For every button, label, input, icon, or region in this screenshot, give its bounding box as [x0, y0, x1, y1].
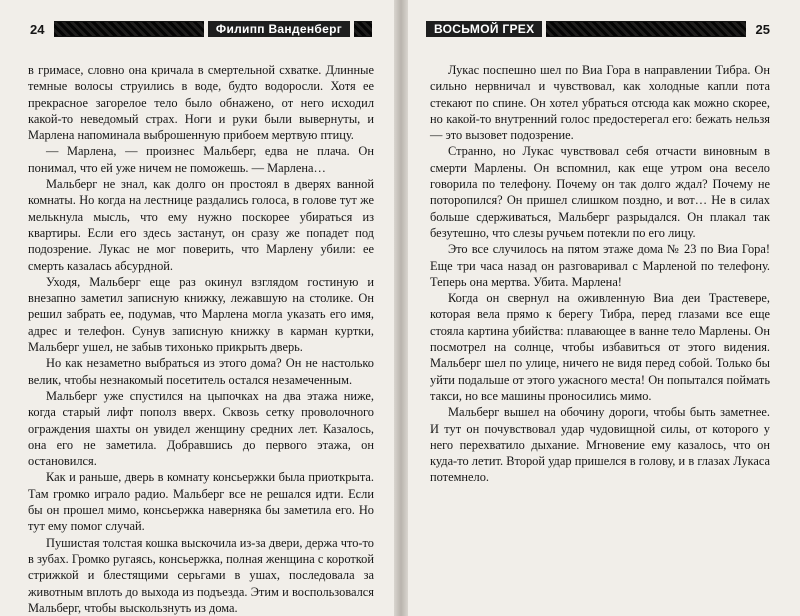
- paragraph: Когда он свернул на оживленную Виа деи Трастевере, которая вела прямо к берегу Тибра, перед глазами все еще стояла картина убийства: плавающее в ванне тело Марлены. Он посмотрел на солнце, чтобы избавиться от этого видения. Мальберг шел по улице, ничего не видя перед собой. Только бы уйти подальше от этого ужасного места! Он попытался поймать такси, но все машины проносились мимо.: [430, 291, 770, 403]
- paragraph: Мальберг уже спустился на цыпочках на два этажа ниже, когда старый лифт пополз вверх. Сквозь сетку проволочного ограждения шахты он увидел женщину средних лет. Казалось, она его не заметила. Добравшись до первого этажа, он остановился.: [28, 388, 374, 469]
- right-page-number: 25: [755, 21, 770, 37]
- left-page-text: [28, 62, 374, 616]
- paragraph: — Марлена, — произнес Мальберг, едва не плача. Он понимал, что ей уже ничем не поможешь. — Марлена…: [28, 144, 374, 175]
- paragraph: в гримасе, словно она кричала в смертельной схватке. Длинные темные волосы струились в воде, будто водоросли. Хотя ее прекрасное загорелое тело было обнажено, от него исходил какой-то неведомый страх. Ноги и руки были вывернуты, и Марлена напоминала выброшенную прибоем мертвую птицу.: [28, 63, 374, 143]
- right-page-text: [430, 62, 770, 486]
- decorative-band: [354, 21, 372, 37]
- decorative-band: [54, 21, 203, 37]
- decorative-band: [546, 21, 745, 37]
- paragraph: Это все случилось на пятом этаже дома № 23 по Виа Гора! Еще три часа назад он разговаривал с Марленой по телефону. Теперь она мертва. Убита. Марлена!: [430, 242, 770, 289]
- right-running-title: ВОСЬМОЙ ГРЕХ: [426, 21, 542, 37]
- paragraph: Мальберг не знал, как долго он простоял в дверях ванной комнаты. Но когда на лестнице раздались голоса, в голове тут же мелькнула мысль, что ему нужно поскорее убираться из квартиры. Если его здесь застанут, он сразу же попадет под подозрение. Лукас не мог поверить, что Марлену убили: ее смерть казалась абсурдной.: [28, 177, 374, 273]
- paragraph: Как и раньше, дверь в комнату консьержки была приоткрыта. Там громко играло радио. Мальберг все не решался идти. Если бы он прошел мимо, консьержка наверняка бы заметила его. Но тут ему помог случай.: [28, 470, 374, 534]
- left-page: [0, 0, 394, 616]
- paragraph: Мальберг вышел на обочину дороги, чтобы быть заметнее. И тут он почувствовал удар чудовищной силы, от которого у него перехватило дыхание. Мгновение ему казалось, что он куда-то летит. Второй удар пришелся в голову, и в глазах Лукаса потемнело.: [430, 405, 770, 485]
- left-page-header: [24, 20, 376, 38]
- paragraph: Уходя, Мальберг еще раз окинул взглядом гостиную и внезапно заметил записную книжку, лежавшую на столике. Он решил забрать ее, подумав, что Марлена могла указать его имя, адрес и телефон. Сунув записную книжку в карман куртки, Мальберг ушел, не забыв тихонько прикрыть дверь.: [28, 274, 374, 355]
- paragraph: Пушистая толстая кошка выскочила из-за двери, держа что-то в зубах. Громко ругаясь, консьержка, полная женщина с короткой стрижкой и блестящими серьгами в ушах, последовала за животным вплоть до выхода из подъезда. Этим и воспользовался Мальберг, чтобы выскользнуть из дома.: [28, 535, 374, 615]
- book-gutter: [394, 0, 408, 616]
- right-page: [408, 0, 800, 616]
- left-running-title: Филипп Ванденберг: [208, 21, 350, 37]
- left-page-number: 24: [30, 21, 45, 37]
- paragraph: Но как незаметно выбраться из этого дома? Он не настолько велик, чтобы незнакомый посетитель остался незамеченным.: [28, 356, 374, 387]
- right-page-header: [426, 20, 776, 38]
- paragraph: Странно, но Лукас чувствовал себя отчасти виновным в смерти Марлены. Он вспомнил, как еще утром она весело говорила по телефону. Почему он так долго ждал? Почему не поторопился? Он пришел слишком поздно, и вот… Не в силах больше сдерживаться, Мальберг разрыдался. Он плакал так безутешно, что слезы ручьем потекли по его лицу.: [430, 144, 770, 240]
- paragraph: Лукас поспешно шел по Виа Гора в направлении Тибра. Он сильно нервничал и чувствовал, как холодные капли пота стекают по спине. Он хотел убраться отсюда как можно скорее, но какой-то внутренний голос предостерегал его: бежать нельзя — это вызовет подозрение.: [430, 63, 770, 143]
